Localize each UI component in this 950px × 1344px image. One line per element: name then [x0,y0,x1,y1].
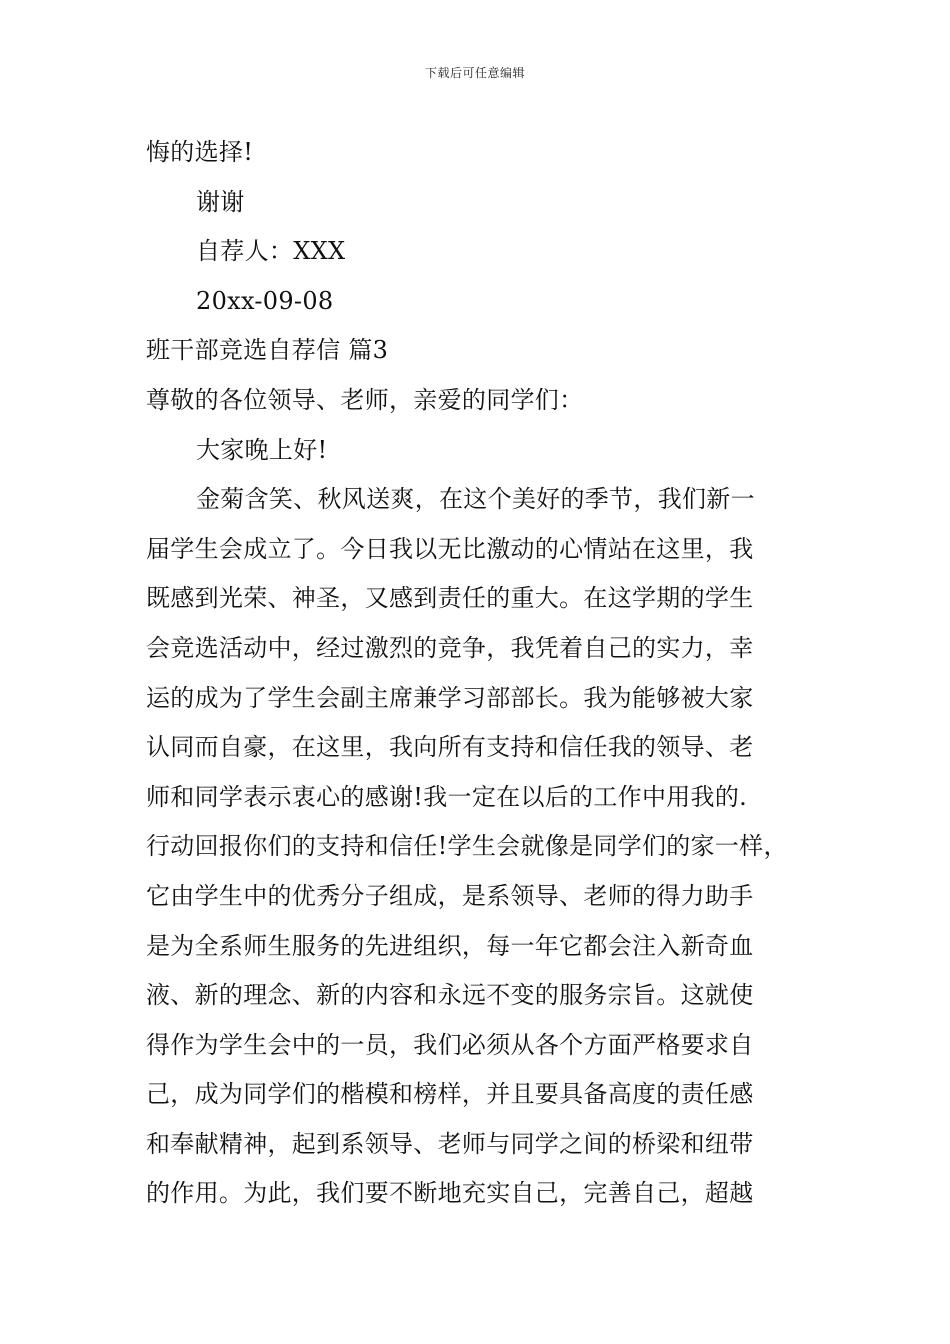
text-line: 20xx-09-08 [196,286,334,315]
paragraph-line: 己，成为同学们的楷模和榜样，并且要具备高度的责任感 [146,1080,754,1109]
document-body [146,128,826,1219]
paragraph-line: 运的成为了学生会副主席兼学习部部长。我为能够被大家 [146,683,754,712]
paragraph-line: 金菊含笑、秋风送爽，在这个美好的季节，我们新一 [196,485,755,514]
text-line: 悔的选择! [146,138,254,166]
section-heading: 班干部竞选自荐信 篇3 [146,336,389,365]
page-header-note: 下载后可任意编辑 [424,66,525,80]
salutation: 尊敬的各位领导、老师，亲爱的同学们： [146,385,584,414]
greeting: 大家晚上好! [196,435,328,464]
paragraph-line: 既感到光荣、神圣，又感到责任的重大。在这学期的学生 [146,584,754,613]
paragraph-line: 液、新的理念、新的内容和永远不变的服务宗旨。这就使 [146,981,754,1010]
paragraph-line: 得作为学生会中的一员，我们必须从各个方面严格要求自 [146,1030,754,1059]
paragraph-line: 是为全系师生服务的先进组织，每一年它都会注入新奇血 [146,931,754,960]
paragraph-line: 届学生会成立了。今日我以无比激动的心情站在这里，我 [146,534,754,563]
paragraph-line: 的作用。为此，我们要不断地充实自己，完善自己，超越 [146,1179,754,1208]
paragraph-line: 认同而自豪，在这里，我向所有支持和信任我的领导、老 [146,733,754,762]
paragraph-line: 和奉献精神，起到系领导、老师与同学之间的桥梁和纽带 [146,1129,754,1158]
text-line: 谢谢 [196,187,245,216]
paragraph-line: 会竞选活动中，经过激烈的竞争，我凭着自己的实力，幸 [146,633,754,662]
paragraph-line: 行动回报你们的支持和信任!学生会就像是同学们的家一样， [146,832,788,861]
text-line: 自荐人：XXX [196,237,346,266]
paragraph-line: 师和同学表示衷心的感谢!我一定在以后的工作中用我的. [146,782,748,811]
paragraph-line: 它由学生中的优秀分子组成，是系领导、老师的得力助手 [146,881,754,910]
